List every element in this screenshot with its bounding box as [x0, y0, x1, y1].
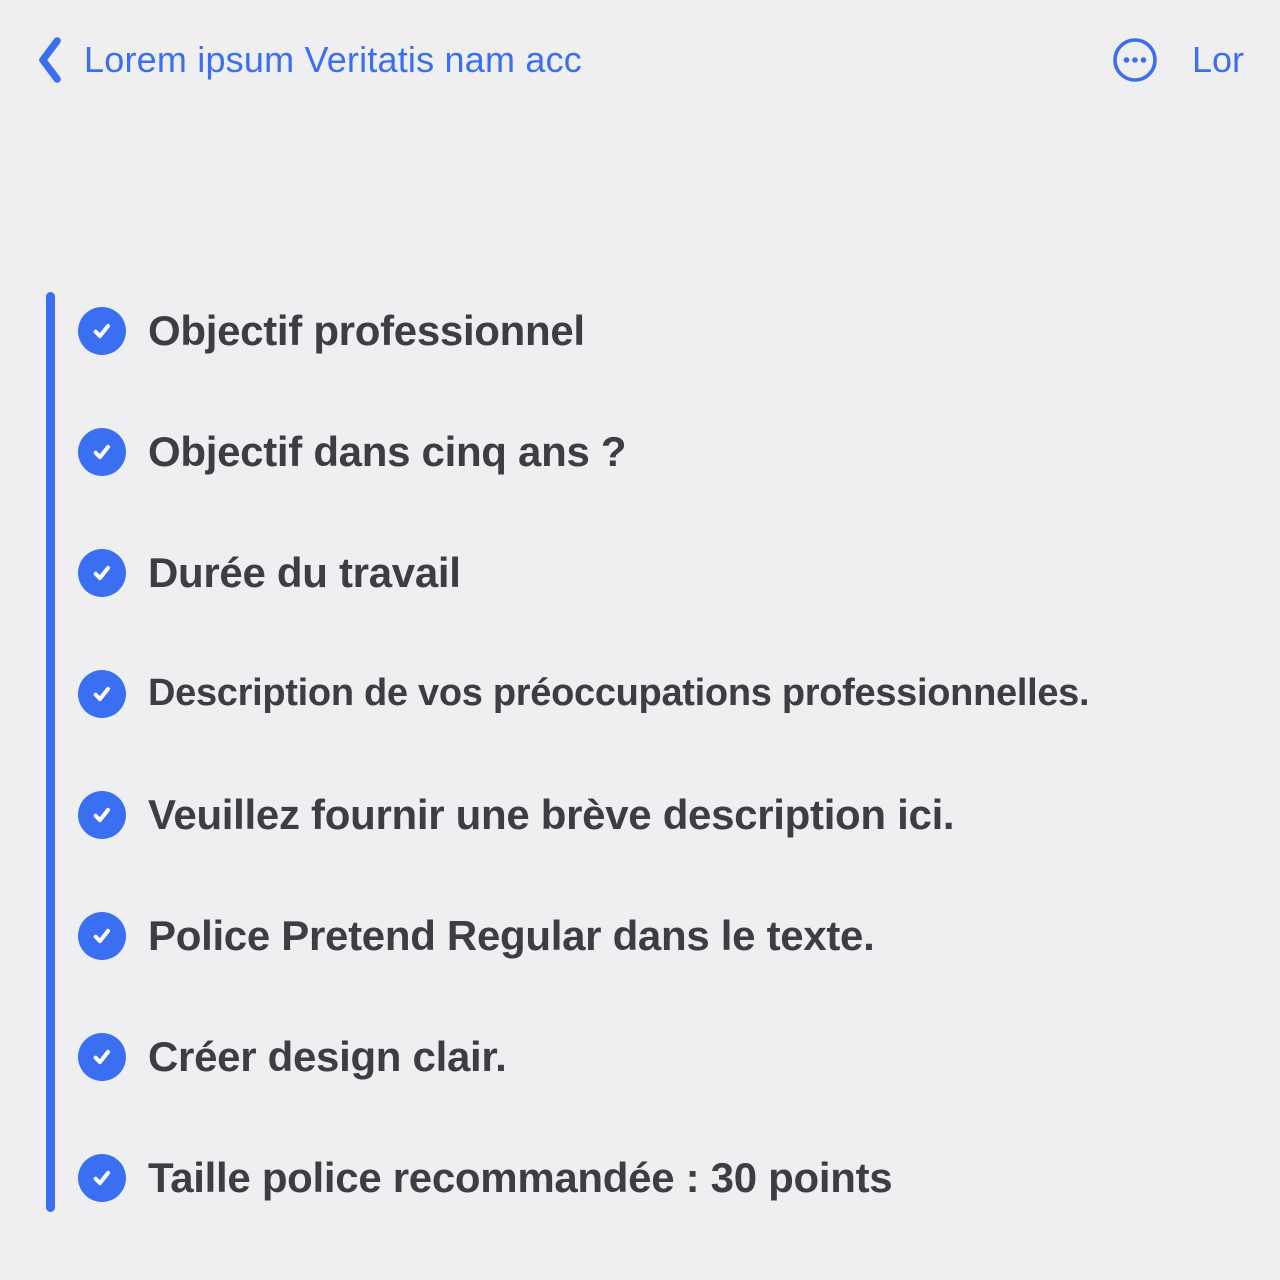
checklist-item-label: Durée du travail: [148, 548, 461, 596]
checklist-item-label: Police Pretend Regular dans le texte.: [148, 911, 875, 959]
checklist-item-label: Objectif dans cinq ans ?: [148, 427, 627, 475]
header-action-link[interactable]: Lor: [1191, 39, 1244, 80]
checklist-item[interactable]: [0, 1117, 1280, 1238]
checked-circle-icon: [78, 307, 126, 355]
checklist-section: [0, 270, 1280, 1238]
checklist-item-label: Veuillez fournir une brève description ici.: [148, 790, 955, 838]
page-title: Lorem ipsum Veritatis nam acc: [84, 39, 582, 80]
header-actions: [1112, 37, 1244, 83]
checked-circle-icon: [78, 428, 126, 476]
checklist-item-label: Objectif professionnel: [148, 306, 585, 354]
checked-circle-icon: [78, 1033, 126, 1081]
checked-circle-icon: [78, 791, 126, 839]
checklist-item[interactable]: [0, 754, 1280, 875]
checked-circle-icon: [78, 1154, 126, 1202]
checklist-item[interactable]: [0, 270, 1280, 391]
checklist-item[interactable]: [0, 391, 1280, 512]
checklist-item[interactable]: [0, 633, 1280, 754]
checklist-item[interactable]: [0, 512, 1280, 633]
checklist-item[interactable]: [0, 996, 1280, 1117]
checklist: [0, 270, 1280, 1238]
checklist-item-label: Taille police recommandée : 30 points: [148, 1153, 893, 1201]
checklist-item-label: Description de vos préoccupations professionnelles.: [148, 672, 1090, 714]
checklist-item[interactable]: [0, 875, 1280, 996]
progress-rail: [46, 292, 55, 1212]
ellipsis-circle-icon[interactable]: [1112, 37, 1158, 83]
back-button[interactable]: [30, 34, 582, 86]
checked-circle-icon: [78, 670, 126, 718]
header: [30, 30, 1244, 90]
checklist-item-label: Créer design clair.: [148, 1032, 507, 1080]
checked-circle-icon: [78, 912, 126, 960]
chevron-left-icon: [30, 34, 70, 86]
checked-circle-icon: [78, 549, 126, 597]
